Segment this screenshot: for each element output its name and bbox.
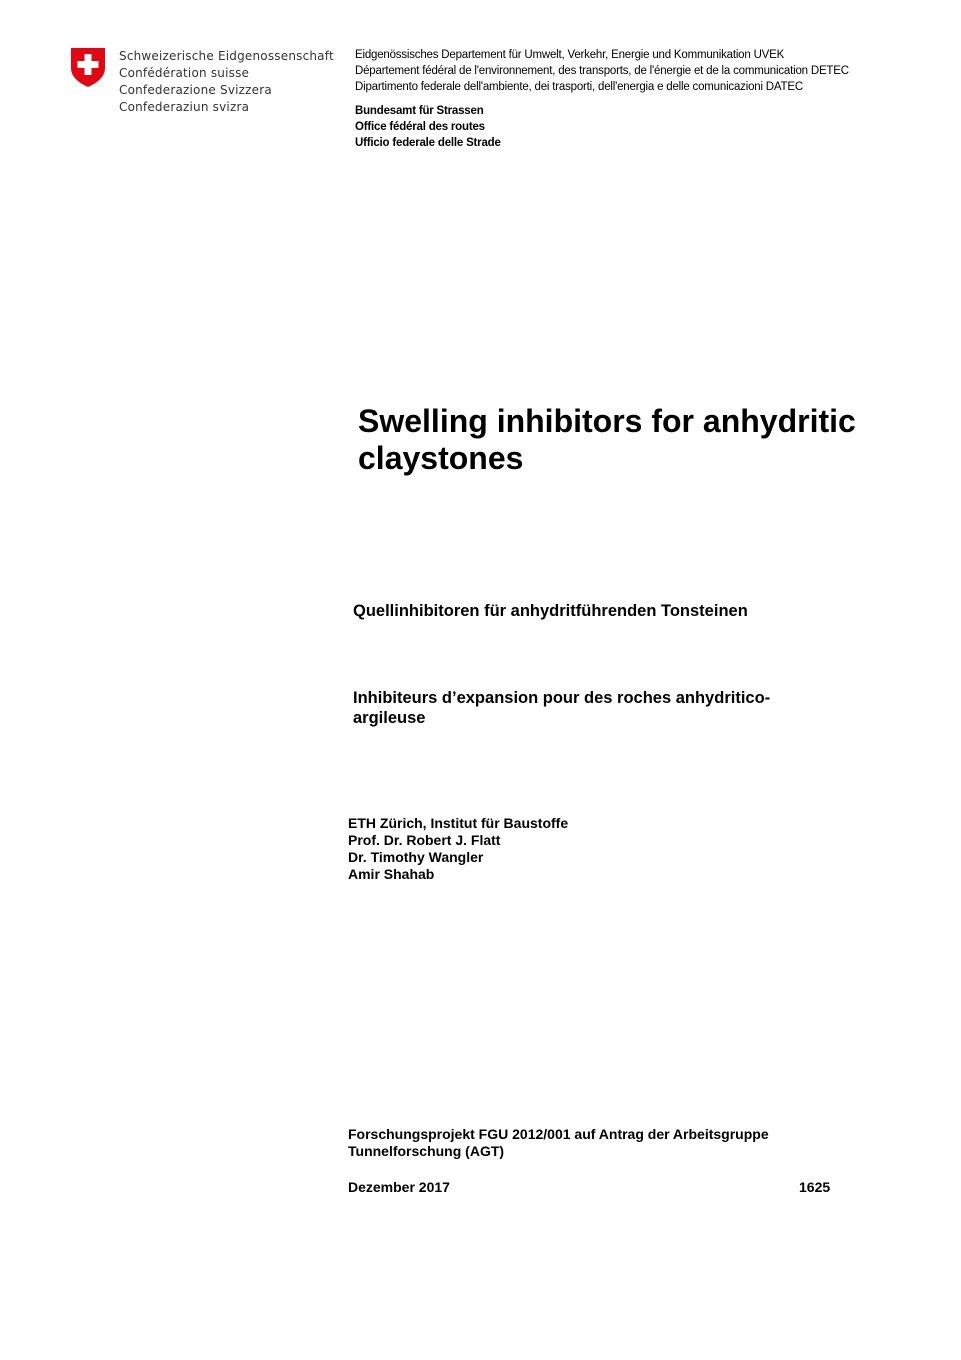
report-number: 1625	[799, 1179, 831, 1195]
office-line-it: Ufficio federale delle Strade	[355, 137, 501, 149]
crest-cross-horizontal	[78, 61, 99, 68]
office-line-fr: Office fédéral des routes	[355, 121, 485, 133]
department-line-de: Eidgenössisches Departement für Umwelt, Verkehr, Energie und Kommunikation UVEK	[355, 49, 785, 61]
publication-date: Dezember 2017	[348, 1179, 450, 1195]
author-name: Amir Shahab	[348, 866, 435, 882]
author-institution: ETH Zürich, Institut für Baustoffe	[348, 815, 569, 831]
authors-block	[348, 815, 568, 883]
author-name: Dr. Timothy Wangler	[348, 849, 484, 865]
department-line-it: Dipartimento federale dell'ambiente, dei trasporti, dell'energia e delle comunicazioni DATEC	[355, 81, 803, 93]
confederation-name-de: Schweizerische Eidgenossenschaft	[119, 49, 334, 63]
confederation-name-it: Confederazione Svizzera	[119, 83, 272, 97]
confederation-name-fr: Confédération suisse	[119, 66, 250, 80]
project-statement: Forschungsprojekt FGU 2012/001 auf Antrag der Arbeitsgruppe Tunnelforschung (AGT)	[348, 1126, 769, 1159]
document-title: Swelling inhibitors for anhydritic claystones	[358, 403, 856, 476]
department-block	[355, 47, 849, 95]
office-line-de: Bundesamt für Strassen	[355, 105, 484, 117]
department-line-fr: Département fédéral de l'environnement, des transports, de l'énergie et de la communication DETEC	[355, 65, 849, 77]
confederation-names	[119, 48, 334, 116]
confederation-name-rm: Confederaziun svizra	[119, 100, 250, 114]
subtitle-german: Quellinhibitoren für anhydritführenden Tonsteinen	[353, 602, 748, 620]
swiss-crest-icon	[70, 47, 106, 88]
author-name: Prof. Dr. Robert J. Flatt	[348, 832, 501, 848]
office-block	[355, 103, 501, 151]
subtitle-french: Inhibiteurs d’expansion pour des roches anhydritico-argileuse	[353, 689, 771, 727]
